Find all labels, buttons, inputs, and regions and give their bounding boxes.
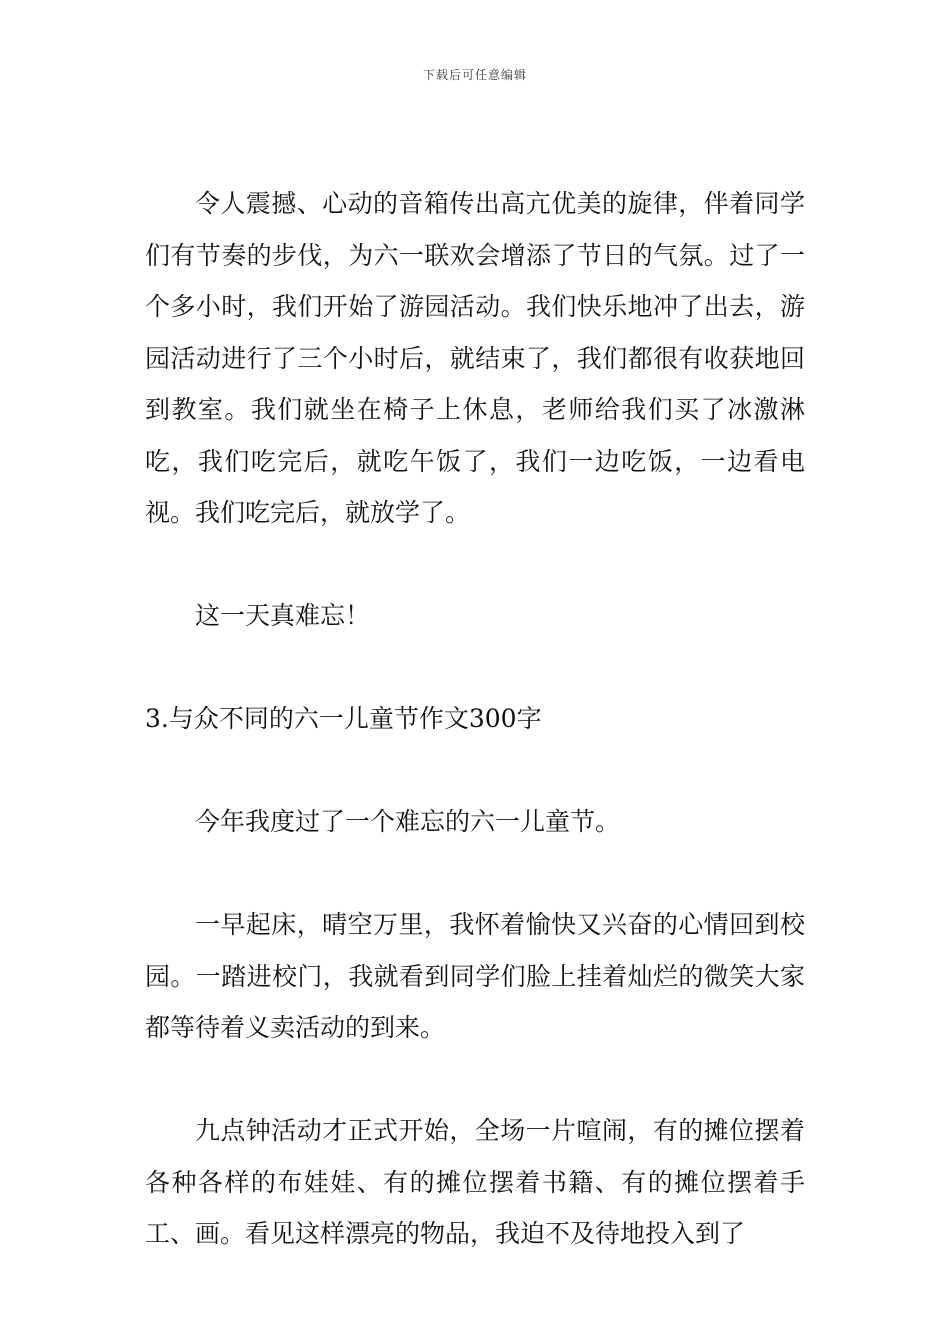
- paragraph-4: 一早起床，晴空万里，我怀着愉快又兴奋的心情回到校园。一踏进校门，我就看到同学们脸上挂着灿烂的微笑大家都等待着义卖活动的到来。: [145, 910, 805, 1042]
- paragraph-2: 这一天真难忘！: [195, 601, 371, 630]
- paragraph-1: 令人震撼、心动的音箱传出高亢优美的旋律，伴着同学们有节奏的步伐，为六一联欢会增添了节日的气氛。过了一个多小时，我们开始了游园活动。我们快乐地冲了出去，游园活动进行了三个小时后，就结束了，我们都很有收获地回到教室。我们就坐在椅子上休息，老师给我们买了冰激淋吃，我们吃完后，就吃午饭了，我们一边吃饭，一边看电视。我们吃完后，就放学了。: [145, 189, 805, 527]
- section-heading: 3.与众不同的六一儿童节作文300字: [145, 704, 542, 733]
- paragraph-spacer: [145, 848, 805, 900]
- paragraph-spacer: [145, 539, 805, 591]
- paragraph-3: 今年我度过了一个难忘的六一儿童节。: [195, 807, 621, 836]
- paragraph-spacer: [145, 1054, 805, 1106]
- document-body: [145, 178, 805, 1260]
- paragraph-spacer: [145, 642, 805, 694]
- page-header: 下载后可任意编辑: [422, 68, 527, 82]
- paragraph-5: 九点钟活动才正式开始，全场一片喧闹，有的摊位摆着各种各样的布娃娃、有的摊位摆着书籍、有的摊位摆着手工、画。看见这样漂亮的物品，我迫不及待地投入到了: [145, 1116, 805, 1248]
- paragraph-spacer: [145, 745, 805, 797]
